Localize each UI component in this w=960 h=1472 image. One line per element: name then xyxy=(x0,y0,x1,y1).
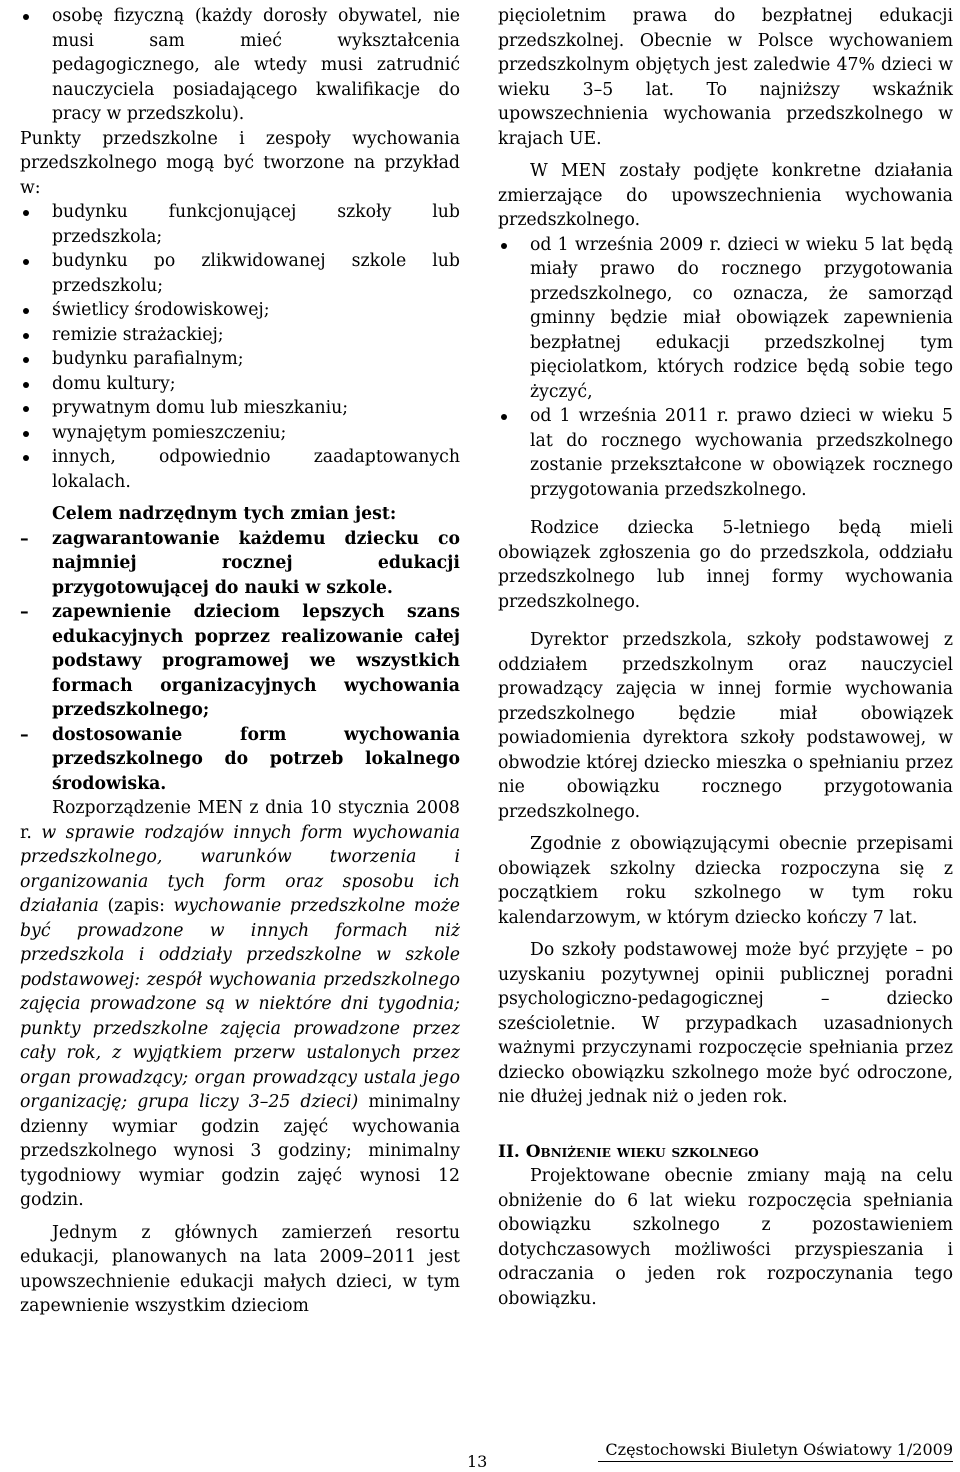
page-footer xyxy=(0,1440,960,1470)
publication-name: Częstochowski Biuletyn Oświatowy 1/2009 xyxy=(598,1440,953,1462)
section-number: II. xyxy=(498,1141,520,1162)
places-list xyxy=(20,200,460,494)
list-item: budynku po zlikwidowanej szkole lub przedszkolu; xyxy=(20,249,460,298)
right-column xyxy=(498,4,953,1311)
goal-item: – dostosowanie form wychowania przedszkolnego do potrzeb lokalnego środowiska. xyxy=(20,723,460,797)
men-actions-paragraph: W MEN zostały podjęte konkretne działania zmierzające do upowszechnienia wychowania przedszkolnego. xyxy=(498,161,953,230)
director-paragraph: Dyrektor przedszkola, szkoły podstawowej z oddziałem przedszkolnym oraz nauczyciel prowadzący zajęcia w innej formie wychowania przedszkolnego będzie miał obowiązek powiadomienia dyrektora szkoły podstawowej, w obwodzie której dziecko mieszka o spełnianiu przez nie obowiązku rocznego przygotowania przedszkolnego. xyxy=(498,630,953,822)
left-column xyxy=(20,4,460,1319)
list-item: od 1 września 2011 r. prawo dzieci w wieku 5 lat do rocznego wychowania przedszkolnego zostanie przekształcone w obowiązek rocznego przygotowania przedszkolnego. xyxy=(498,404,953,502)
section-heading xyxy=(498,1140,953,1165)
regulation-italic-2: wychowanie przedszkolne może być prowadzone w innych formach niż przedszkola i oddziały przedszkolne w szkole podstawowej: zespół wychowania przedszkolnego zajęcia prowadzone są w niektóre dni tygodnia; punkty przedszkolne zajęcia prowadzone przez cały rok, z wyjątkiem przerw ustalonych przez organ prowadzący; organ prowadzący ustala jego organizację; grupa liczy 3–25 dzieci) xyxy=(20,896,460,1112)
list-item: osobę fizyczną (każdy dorosły obywatel, nie musi sam mieć wykształcenia pedagogicznego, ale wtedy musi zatrudnić nauczyciela posiadającego kwalifikacje do pracy w przedszkolu). xyxy=(20,4,460,127)
page-number: 13 xyxy=(467,1452,488,1471)
top-bullet-list xyxy=(20,4,460,127)
list-item: budynku funkcjonującej szkoły lub przedszkola; xyxy=(20,200,460,249)
list-item: domu kultury; xyxy=(20,372,460,397)
list-item: budynku parafialnym; xyxy=(20,347,460,372)
list-item: od 1 września 2009 r. dzieci w wieku 5 lat będą miały prawo do rocznego przygotowania przedszkolnego, co oznacza, że samorząd gminny będzie miał obowiązek zapewnienia bezpłatnej edukacji przedszkolnej tym pięciolatkom, których rodzice będą sobie tego życzyć, xyxy=(498,233,953,405)
continuation-paragraph: pięcioletnim prawa do bezpłatnej edukacji przedszkolnej. Obecnie w Polsce wychowaniem przedszkolnym objętych jest zaledwie 47% dzieci w wieku 3–5 lat. To najniższy wskaźnik upowszechnienia wychowania przedszkolnego w krajach UE. xyxy=(498,6,953,149)
six-year-old-paragraph: Do szkoły podstawowej może być przyjęte – po uzyskaniu pozytywnej opinii publicznej poradni psychologiczno-pedagogicznej – dziecko sześcioletnie. W przypadkach uzasadnionych ważnymi przyczynami rozpoczęcie spełniania przez dziecko obowiązku szkolnego może być odroczone, nie dłużej jednak niż o jeden rok. xyxy=(498,940,953,1107)
section-paragraph: Projektowane obecnie zmiany mają na celu obniżenie do 6 lat wieku rozpoczęcia spełniania obowiązku szkolnego z pozostawieniem dotychczasowych możliwości przyspieszania i odraczania o jeden rok rozpoczynania tego obowiązku. xyxy=(498,1166,953,1309)
list-item: remizie strażackiej; xyxy=(20,323,460,348)
goal-intro: Celem nadrzędnym tych zmian jest: xyxy=(52,504,397,524)
dates-list xyxy=(498,233,953,503)
goal-item: – zagwarantowanie każdemu dziecku co najmniej rocznej edukacji przygotowującej do nauki w szkole. xyxy=(20,527,460,601)
goal-item: – zapewnienie dzieciom lepszych szans edukacyjnych poprzez realizowanie całej podstawy programowej we wszystkich formach organizacyjnych wychowania przedszkolnego; xyxy=(20,600,460,723)
list-item: prywatnym domu lub mieszkaniu; xyxy=(20,396,460,421)
regulation-title: Rozporządzenie MEN z dnia 10 stycznia 2008 r. xyxy=(20,798,460,843)
plans-paragraph: Jednym z głównych zamierzeń resortu edukacji, planowanych na lata 2009–2011 jest upowszechnienie edukacji małych dzieci, w tym zapewnienie wszystkim dzieciom xyxy=(20,1222,460,1316)
list-item: świetlicy środowiskowej; xyxy=(20,298,460,323)
section-title: Obniżenie wieku szkolnego xyxy=(525,1141,759,1162)
parents-paragraph: Rodzice dziecka 5-letniego będą mieli obowiązek zgłoszenia go do przedszkola, oddziału przedszkolnego lub innej formy wychowania przedszkolnego. xyxy=(498,518,953,612)
regulation-italic-1: w sprawie rodzajów innych form wychowania przedszkolnego, warunków tworzenia i organizowania tych form oraz sposobu ich działania xyxy=(20,822,460,916)
list-item: wynajętym pomieszczeniu; xyxy=(20,421,460,446)
regulation-paragraph xyxy=(20,796,460,1213)
current-rules-paragraph: Zgodnie z obowiązującymi obecnie przepisami obowiązek szkolny dziecka rozpoczyna się z początkiem roku szkolnego w tym roku kalendarzowym, w którym dziecko kończy 7 lat. xyxy=(498,834,953,928)
places-intro: Punkty przedszkolne i zespoły wychowania przedszkolnego mogą być tworzone na przykład w: xyxy=(20,128,460,198)
regulation-zapis: (zapis: xyxy=(107,896,165,916)
regulation-tail: minimalny dzienny wymiar godzin zajęć wychowania przedszkolnego wynosi 3 godziny; minimalny tygodniowy wymiar godzin zajęć wynosi 12 godzin. xyxy=(20,1092,460,1210)
list-item: innych, odpowiednio zaadaptowanych lokalach. xyxy=(20,445,460,494)
